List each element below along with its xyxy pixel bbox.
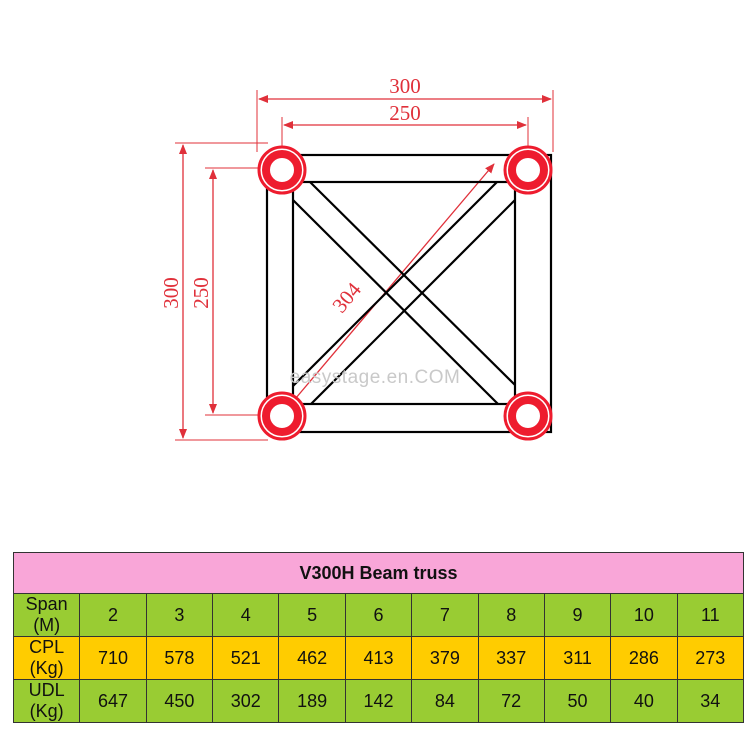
table-cell: 286 bbox=[611, 637, 677, 680]
bottom-left-chord-node bbox=[259, 393, 305, 439]
table-cell: 142 bbox=[345, 680, 411, 723]
table-cell: 34 bbox=[677, 680, 743, 723]
table-cell: 302 bbox=[213, 680, 279, 723]
table-cell: 647 bbox=[80, 680, 146, 723]
table-cell: 450 bbox=[146, 680, 212, 723]
table-cell: 9 bbox=[544, 594, 610, 637]
row-label: CPL (Kg) bbox=[14, 637, 80, 680]
truss-frame bbox=[267, 155, 551, 432]
top-right-chord-node bbox=[505, 147, 551, 193]
table-cell: 72 bbox=[478, 680, 544, 723]
table-cell: 578 bbox=[146, 637, 212, 680]
table-cell: 50 bbox=[544, 680, 610, 723]
table-cell: 462 bbox=[279, 637, 345, 680]
cpl-row bbox=[14, 637, 744, 680]
table-cell: 8 bbox=[478, 594, 544, 637]
watermark-text: easystage.en.COM bbox=[289, 367, 461, 388]
row-label: Span (M) bbox=[14, 594, 80, 637]
diagonal-label: 304 bbox=[327, 277, 366, 318]
table-cell: 3 bbox=[146, 594, 212, 637]
table-cell: 7 bbox=[412, 594, 478, 637]
table-cell: 413 bbox=[345, 637, 411, 680]
table-cell: 10 bbox=[611, 594, 677, 637]
table-cell: 6 bbox=[345, 594, 411, 637]
row-label: UDL (Kg) bbox=[14, 680, 80, 723]
table-cell: 337 bbox=[478, 637, 544, 680]
table-cell: 11 bbox=[677, 594, 743, 637]
bottom-right-chord-node bbox=[505, 393, 551, 439]
outer-width-label: 300 bbox=[389, 74, 421, 98]
chord-nodes bbox=[259, 147, 551, 439]
table-title: V300H Beam truss bbox=[14, 553, 744, 594]
inner-height-label: 250 bbox=[189, 277, 213, 309]
table-cell: 273 bbox=[677, 637, 743, 680]
table-cell: 189 bbox=[279, 680, 345, 723]
table-cell: 2 bbox=[80, 594, 146, 637]
udl-row bbox=[14, 680, 744, 723]
table-cell: 4 bbox=[213, 594, 279, 637]
table-cell: 379 bbox=[412, 637, 478, 680]
table-cell: 84 bbox=[412, 680, 478, 723]
table-cell: 710 bbox=[80, 637, 146, 680]
outer-height-label: 300 bbox=[159, 277, 183, 309]
table-cell: 311 bbox=[544, 637, 610, 680]
frame-outer-rect bbox=[267, 155, 551, 432]
top-left-chord-node bbox=[259, 147, 305, 193]
table-cell: 40 bbox=[611, 680, 677, 723]
span-row bbox=[14, 594, 744, 637]
beam-truss-spec-table bbox=[13, 552, 744, 723]
table-cell: 5 bbox=[279, 594, 345, 637]
table-cell: 521 bbox=[213, 637, 279, 680]
inner-width-label: 250 bbox=[389, 101, 421, 125]
